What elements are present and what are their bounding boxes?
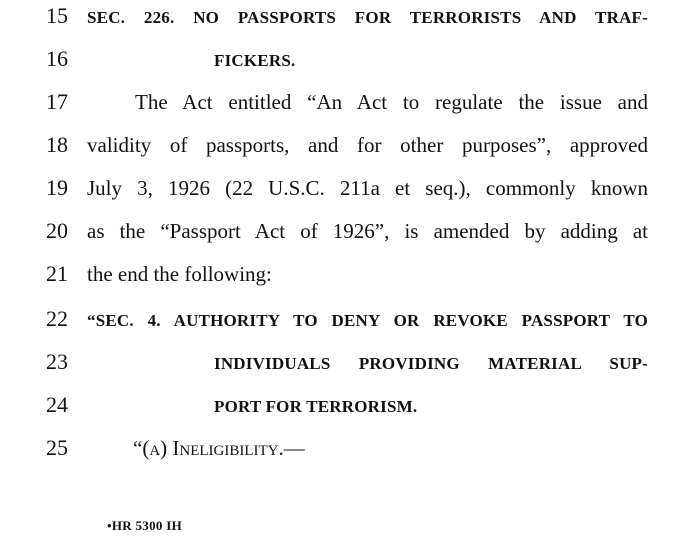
section-heading: “SEC. 4. AUTHORITY TO DENY OR REVOKE PASSPORT TO bbox=[87, 311, 648, 330]
line-number: 20 bbox=[46, 218, 68, 243]
text-line-21 bbox=[0, 260, 683, 290]
body-text-line: validity of passports, and for other purposes”, approved bbox=[87, 133, 648, 157]
text-line-23 bbox=[0, 348, 683, 378]
line-number: 18 bbox=[46, 132, 68, 157]
line-number: 21 bbox=[46, 261, 68, 286]
line-number: 16 bbox=[46, 46, 68, 71]
text-line-17 bbox=[0, 88, 683, 118]
text-line-19 bbox=[0, 174, 683, 204]
text-line-15 bbox=[0, 2, 683, 32]
bill-identifier: HR 5300 IH bbox=[111, 518, 183, 533]
line-number: 23 bbox=[46, 349, 68, 374]
line-number: 24 bbox=[46, 392, 68, 417]
section-heading-continuation: INDIVIDUALS PROVIDING MATERIAL SUP- bbox=[214, 354, 648, 373]
text-line-16 bbox=[0, 45, 683, 75]
body-text-line: the end the following: bbox=[87, 262, 272, 286]
text-line-20 bbox=[0, 217, 683, 247]
line-number: 17 bbox=[46, 89, 68, 114]
line-number: 19 bbox=[46, 175, 68, 200]
body-text-line: as the “Passport Act of 1926”, is amended by adding at bbox=[87, 219, 648, 243]
text-line-22 bbox=[0, 305, 683, 335]
bill-footer bbox=[107, 518, 182, 534]
section-heading: SEC. 226. NO PASSPORTS FOR TERRORISTS AND TRAF- bbox=[87, 8, 648, 27]
text-line-24 bbox=[0, 391, 683, 421]
text-line-25 bbox=[0, 434, 683, 464]
line-number: 25 bbox=[46, 435, 68, 460]
section-heading-continuation: FICKERS. bbox=[214, 51, 296, 70]
body-text-line: July 3, 1926 (22 U.S.C. 211a et seq.), commonly known bbox=[87, 176, 648, 200]
body-text-line: The Act entitled “An Act to regulate the issue and bbox=[135, 90, 648, 114]
line-number: 15 bbox=[46, 3, 68, 28]
section-heading-continuation: PORT FOR TERRORISM. bbox=[214, 397, 418, 416]
bullet-icon: • bbox=[107, 518, 112, 533]
line-number: 22 bbox=[46, 306, 68, 331]
text-line-18 bbox=[0, 131, 683, 161]
subsection-heading: “(a) Ineligibility.— bbox=[133, 436, 305, 460]
